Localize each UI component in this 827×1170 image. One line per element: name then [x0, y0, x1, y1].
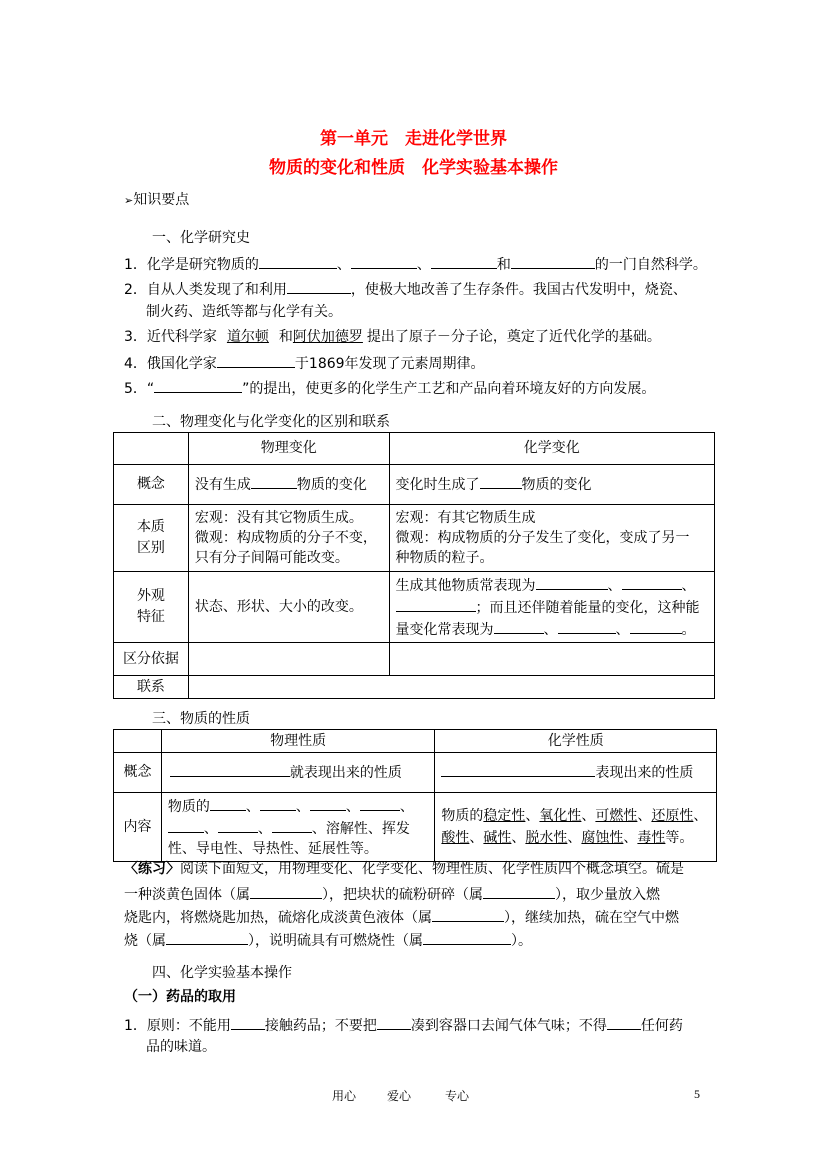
key-points-label: 知识要点	[133, 192, 190, 208]
sec4-item-1-cont: 品的味道。	[146, 1039, 216, 1055]
blank[interactable]	[259, 253, 337, 269]
sec1-item-1: 1．化学是研究物质的 、 、 和 的一门自然科学。	[124, 253, 707, 275]
title-line-1: 第一单元 走进化学世界	[320, 129, 507, 149]
blank[interactable]	[483, 883, 555, 899]
blank[interactable]	[441, 761, 595, 777]
sec1-item-3: 3．近代科学家 道尔顿 和阿伏加德罗 提出了原子－分子论，奠定了近代化学的基础。	[124, 329, 661, 345]
section-2-heading: 二、物理变化与化学变化的区别和联系	[152, 414, 390, 430]
row-label-basis: 区分依据	[114, 643, 189, 676]
practice-line-2: 一种淡黄色固体（属 ），把块状的硫粉研碎（属 ），取少量放入燃	[124, 883, 660, 905]
header-physical-property: 物理性质	[161, 730, 434, 753]
blank[interactable]	[272, 817, 312, 833]
cell-phys-concept: 没有生成 物质的变化	[188, 465, 389, 505]
blank[interactable]	[511, 253, 595, 269]
sec4-item-1: 1．原则：不能用 接触药品；不要把 凑到容器口去闻气体气味；不得 任何药	[124, 1014, 683, 1036]
practice-line-3: 烧匙内，将燃烧匙加热，硫熔化成淡黄色液体（属 ），继续加热，硫在空气中燃	[124, 906, 679, 928]
row-label-essence: 本质 区别	[114, 505, 189, 572]
blank[interactable]	[210, 795, 246, 811]
blank[interactable]	[360, 795, 400, 811]
cell-chem-essence: 宏观：有其它物质生成 微观：构成物质的分子发生了变化，变成了另一 种物质的粒子。	[389, 505, 714, 572]
blank[interactable]	[231, 1014, 265, 1030]
change-comparison-table	[113, 432, 715, 699]
cell-chem-property-content: 物质的稳定性、氧化性、可燃性、还原性、 酸性、碱性、脱水性、腐蚀性、毒性等。	[435, 793, 717, 862]
blank[interactable]	[536, 574, 608, 590]
practice-label: 〈练习〉	[124, 861, 180, 877]
subsection-drug-use: （一）药品的取用	[124, 989, 236, 1005]
row-label-appearance: 外观 特征	[114, 572, 189, 643]
blank[interactable]	[622, 574, 682, 590]
cell-phys-property-content: 物质的 、 、 、 、 、 、 、溶解性、挥发 性、导电性、导热性、延展性等。	[161, 793, 434, 862]
blank[interactable]	[166, 929, 248, 945]
section-1-heading: 一、化学研究史	[152, 230, 250, 246]
blank[interactable]	[558, 618, 616, 634]
blank[interactable]	[396, 596, 476, 612]
practice-line-1: 〈练习〉阅读下面短文，用物理变化、化学变化、物理性质、化学性质四个概念填空。硫是	[124, 861, 684, 877]
blank[interactable]	[310, 795, 346, 811]
blank[interactable]	[217, 352, 295, 368]
blank[interactable]	[607, 1014, 641, 1030]
footer-slogan-2: 爱心	[387, 1089, 412, 1103]
section-3-heading: 三、物质的性质	[152, 711, 250, 727]
cell-chem-basis[interactable]	[389, 643, 714, 676]
sec1-item-2: 2．自从人类发现了和利用 ，使极大地改善了生存条件。我国古代发明中，烧瓷、	[124, 278, 687, 300]
blank[interactable]	[431, 253, 497, 269]
row-label-concept: 概念	[114, 465, 189, 505]
cell-phys-essence: 宏观：没有其它物质生成。 微观：构成物质的分子不变， 只有分子间隔可能改变。	[188, 505, 389, 572]
blank[interactable]	[218, 817, 258, 833]
section-4-heading: 四、化学实验基本操作	[152, 965, 292, 981]
properties-table	[113, 729, 717, 862]
page-number: 5	[694, 1087, 700, 1101]
header-physical-change: 物理变化	[188, 433, 389, 465]
blank[interactable]	[432, 906, 504, 922]
row-label-concept: 概念	[114, 753, 162, 793]
blank[interactable]	[251, 473, 297, 489]
blank[interactable]	[170, 761, 290, 777]
cell-chem-appearance: 生成其他物质常表现为 、 、 ；而且还伴随着能量的变化，这种能 量变化常表现为 、 、 。	[389, 572, 714, 643]
blank[interactable]	[154, 377, 242, 393]
blank[interactable]	[287, 278, 351, 294]
cell-chem-concept: 变化时生成了 物质的变化	[389, 465, 714, 505]
sec1-item-2-cont: 制火药、造纸等都与化学有关。	[146, 304, 342, 320]
blank[interactable]	[494, 618, 544, 634]
cell-chem-property-concept: 表现出来的性质	[435, 753, 717, 793]
blank[interactable]	[377, 1014, 411, 1030]
blank[interactable]	[168, 817, 204, 833]
sec1-item-5: 5．“ ”的提出，使更多的化学生产工艺和产品向着环境友好的方向发展。	[124, 377, 655, 399]
blank[interactable]	[250, 883, 322, 899]
cell-relation[interactable]	[188, 676, 714, 699]
footer-slogan-1: 用心	[332, 1089, 357, 1103]
footer-slogan-3: 专心	[445, 1089, 470, 1103]
blank[interactable]	[260, 795, 296, 811]
cell-phys-appearance: 状态、形状、大小的改变。	[188, 572, 389, 643]
key-points	[124, 190, 189, 211]
header-chemical-property: 化学性质	[435, 730, 717, 753]
cell-phys-property-concept: 就表现出来的性质	[161, 753, 434, 793]
blank[interactable]	[351, 253, 417, 269]
arrow-bullet-icon: ➢	[124, 194, 134, 207]
sec1-item-4: 4．俄国化学家 于1869年发现了元素周期律。	[124, 352, 485, 374]
title-line-2: 物质的变化和性质 化学实验基本操作	[269, 158, 558, 178]
row-label-content: 内容	[114, 793, 162, 862]
cell-phys-basis[interactable]	[188, 643, 389, 676]
blank[interactable]	[630, 618, 682, 634]
row-label-relation: 联系	[114, 676, 189, 699]
blank[interactable]	[480, 473, 522, 489]
header-chemical-change: 化学变化	[389, 433, 714, 465]
blank[interactable]	[423, 929, 511, 945]
practice-line-4: 烧（属 ），说明硫具有可燃烧性（属 ）。	[124, 929, 532, 951]
